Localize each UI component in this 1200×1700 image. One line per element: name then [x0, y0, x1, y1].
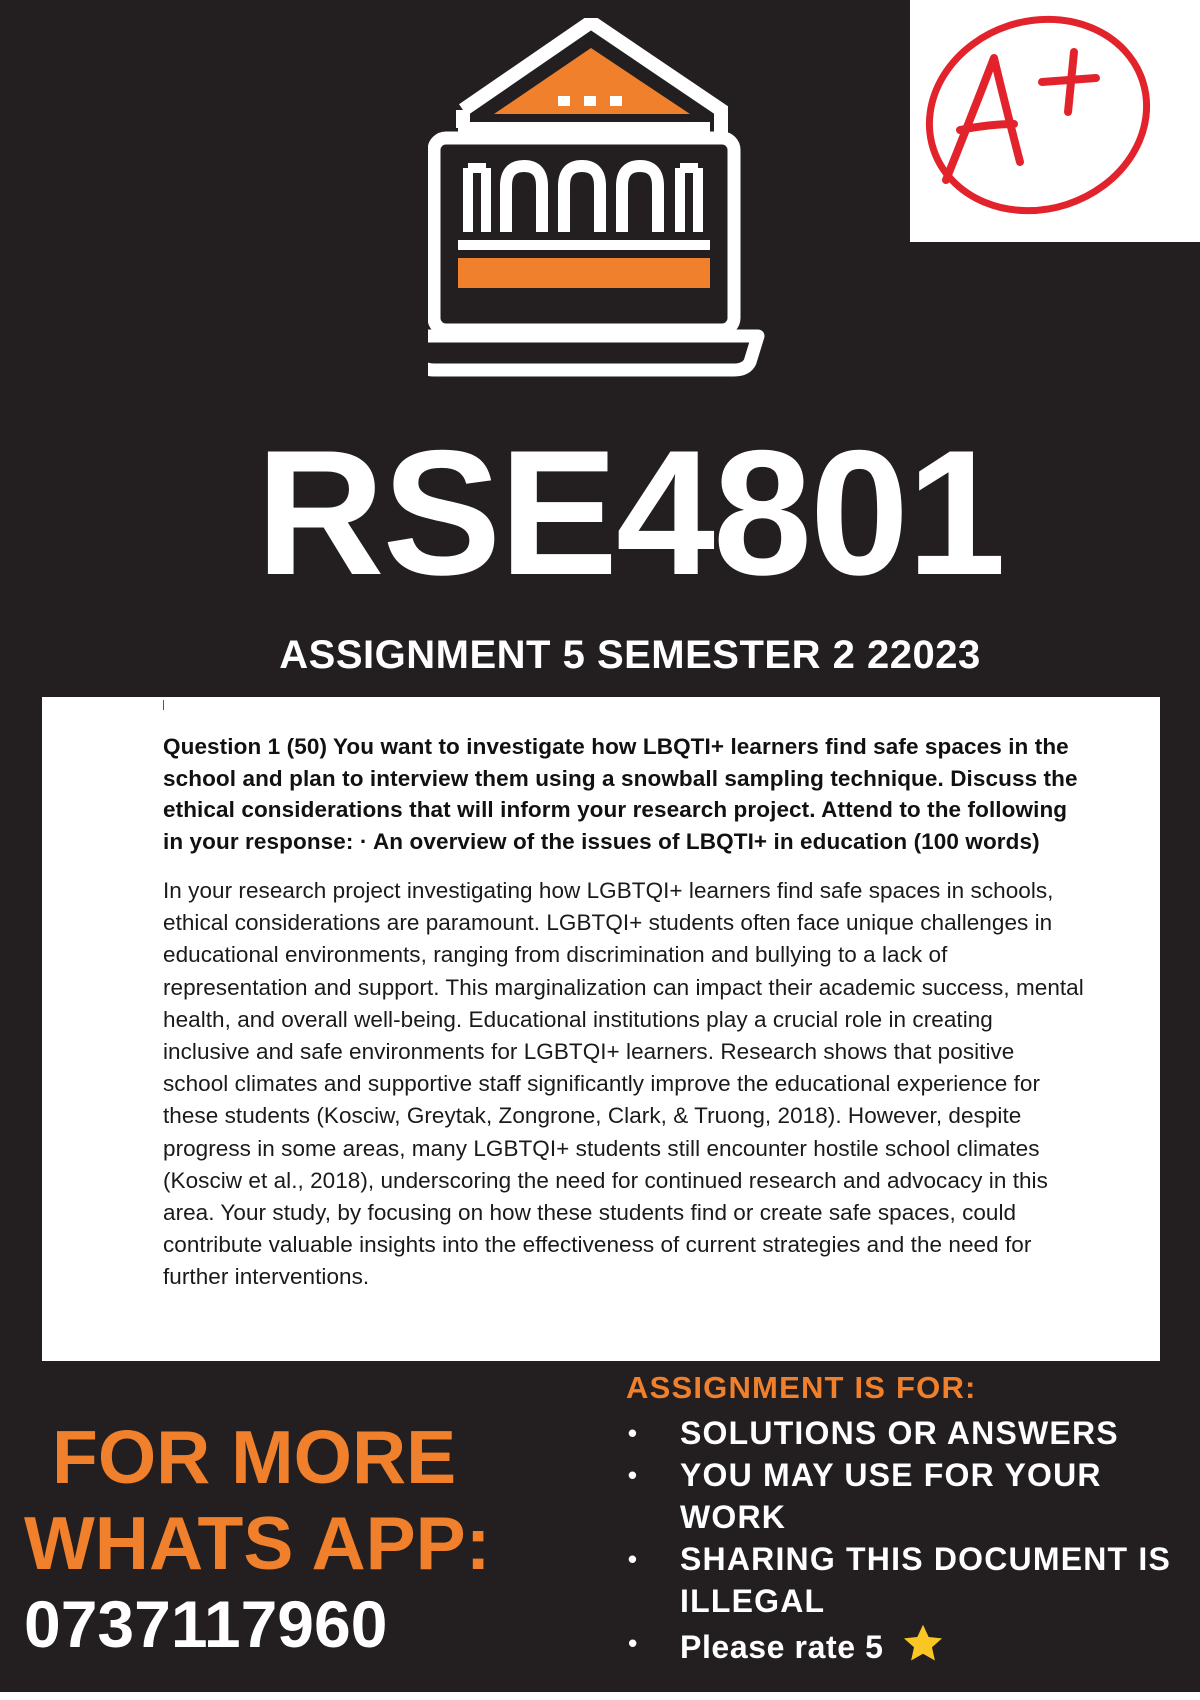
notice-item-text: SOLUTIONS OR ANSWERS [680, 1415, 1119, 1451]
notice-block [626, 1366, 1186, 1668]
grade-label: A+ [910, 0, 912, 1]
grade-stamp [910, 0, 1200, 242]
list-item [626, 1622, 1186, 1668]
list-item [626, 1538, 1186, 1622]
assignment-subtitle: ASSIGNMENT 5 SEMESTER 2 22023 [279, 633, 981, 677]
phone-number[interactable]: 0737117960 [24, 1587, 388, 1661]
school-laptop-icon [428, 18, 788, 388]
notice-list [626, 1412, 1186, 1668]
text-cursor [163, 700, 164, 710]
notice-item-text: SHARING THIS DOCUMENT IS ILLEGAL [680, 1541, 1172, 1619]
bullet-icon: • [627, 1544, 639, 1574]
contact-block [24, 1414, 544, 1664]
star-icon [901, 1622, 945, 1666]
answer-text: In your research project investigating how LGBTQI+ learners find safe spaces in schools, ethical considerations are paramount. LGBTQI+ students often face unique challenges in educational environments, ranging from discrimination and bullying to a lack of representation and support. This marginalization can impact their academic success, mental health, and overall well-being. Educational institutions play a crucial role in creating inclusive and safe environments for LGBTQI+ learners. Research shows that positive school climates and supportive staff significantly improve the educational experience for these students (Kosciw, Greytak, Zongrone, Clark, & Truong, 2018). However, despite progress in some areas, many LGBTQI+ students still encounter hostile school climates (Kosciw et al., 2018), underscoring the need for continued research and advocacy in this area. Your study, by focusing on how these students find or create safe spaces, could contribute valuable insights into the effectiveness of current strategies and the need for further interventions. [163, 878, 1084, 1290]
contact-line-1: FOR MORE [52, 1415, 457, 1499]
list-item [626, 1454, 1186, 1538]
bullet-icon: • [627, 1418, 639, 1448]
list-item [626, 1412, 1186, 1454]
bullet-icon: • [628, 1628, 638, 1658]
bullet-icon: • [627, 1460, 639, 1490]
document-excerpt [42, 697, 1160, 1361]
contact-line-2: WHATS APP: [24, 1501, 491, 1585]
question-text: Question 1 (50) You want to investigate how LBQTI+ learners find safe spaces in the school and plan to interview them using a snowball sampling technique. Discuss the ethical considerations that will inform your research project. Attend to the following in your response: · An overview of the issues of LBQTI+ in education (100 words) [163, 734, 1078, 854]
bottom-edge [0, 1692, 1200, 1700]
course-code: RSE4801 [256, 413, 1004, 612]
notice-item-text: Please rate 5 [680, 1629, 884, 1665]
notice-heading: ASSIGNMENT IS FOR: [626, 1370, 977, 1405]
notice-item-text: YOU MAY USE FOR YOUR WORK [680, 1457, 1102, 1535]
